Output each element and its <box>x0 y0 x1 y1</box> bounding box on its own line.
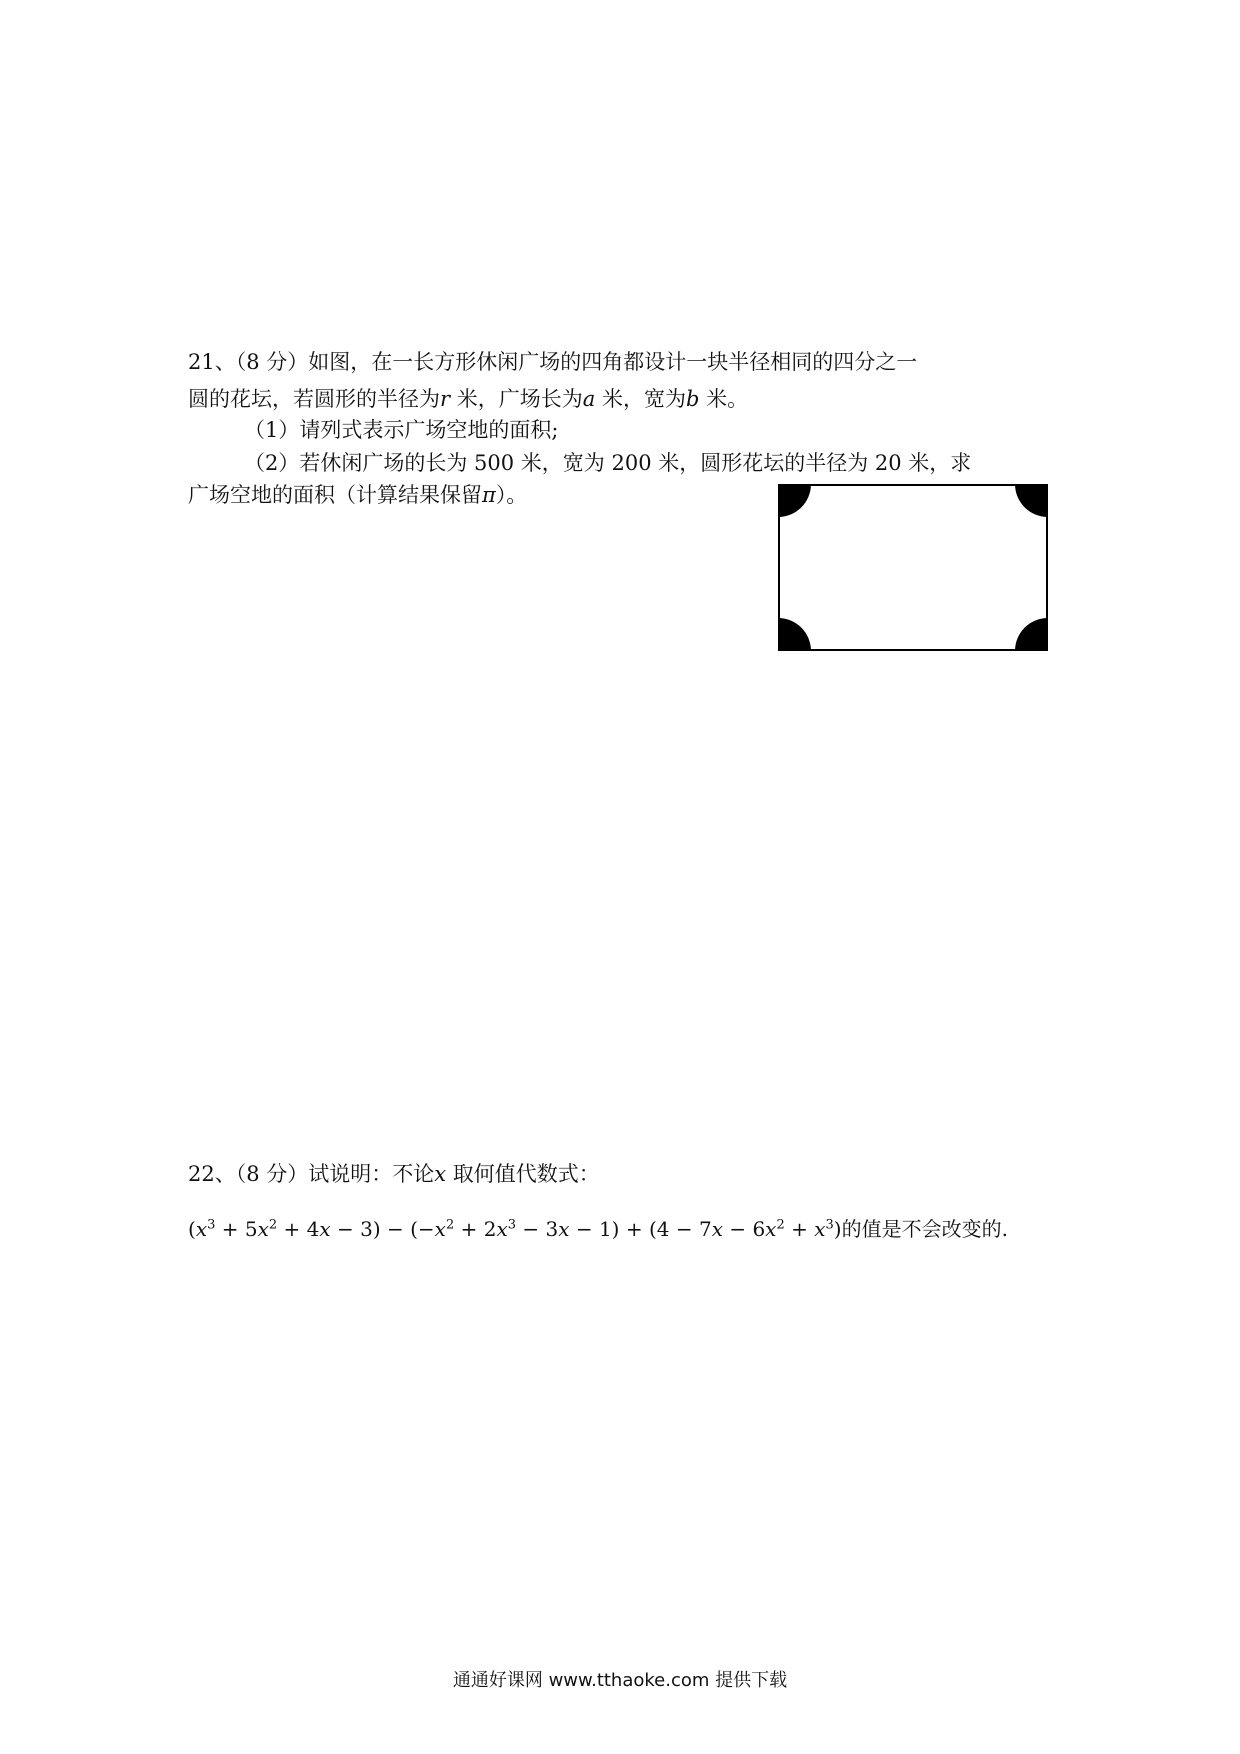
var-a: a <box>582 387 596 411</box>
q21-text: 米，宽为 <box>595 387 686 411</box>
plaza-figure-svg <box>778 484 1048 651</box>
q22-expression: $(x^3 + 5x^2 + 4x - 3) - (-x^2 + 2x^3 - 3x - 1) + (4 - 7x - 6x^2 + x^3)$ <box>188 1217 842 1241</box>
var-r: r <box>440 387 451 411</box>
plaza-rectangle-figure <box>778 484 1048 651</box>
q22-expression-line <box>188 1215 1008 1243</box>
q21-text: 米，广场长为 <box>450 387 583 411</box>
q22-expression-tail: 的值是不会改变的. <box>841 1217 1008 1241</box>
q21-statement-line1: 21、（8 分）如图，在一长方形休闲广场的四角都设计一块半径相同的四分之一 <box>188 350 918 374</box>
var-x: x <box>434 1162 447 1186</box>
q21-part1: （1）请列式表示广场空地的面积; <box>244 418 559 442</box>
corner-quarter-circle-bottom-right <box>1015 618 1048 651</box>
q22-text: 22、（8 分）试说明：不论 <box>188 1162 435 1186</box>
q21-part2: （2）若休闲广场的长为 500 米，宽为 200 米，圆形花坛的半径为 20 米，求 <box>244 451 972 475</box>
corner-quarter-circle-bottom-left <box>778 618 811 651</box>
q21-text: 米。 <box>699 387 749 411</box>
corner-quarter-circle-top-right <box>1015 484 1048 517</box>
var-b: b <box>685 387 700 411</box>
q21-text: 圆的花坛，若圆形的半径为 <box>188 387 440 411</box>
plaza-outline <box>779 485 1047 650</box>
corner-quarter-circle-top-left <box>778 484 811 517</box>
footer-source-note: 通通好课网 www.tthaoke.com 提供下载 <box>452 1670 788 1691</box>
q21-text: ）。 <box>495 483 528 507</box>
q21-text: 广场空地的面积（计算结果保留 <box>188 483 482 507</box>
q22-text: 取何值代数式： <box>446 1162 600 1186</box>
q22-statement <box>188 1160 600 1189</box>
pi-symbol: π <box>482 483 496 507</box>
q21-part2-continued <box>188 481 527 510</box>
q21-statement-line2 <box>188 385 748 414</box>
